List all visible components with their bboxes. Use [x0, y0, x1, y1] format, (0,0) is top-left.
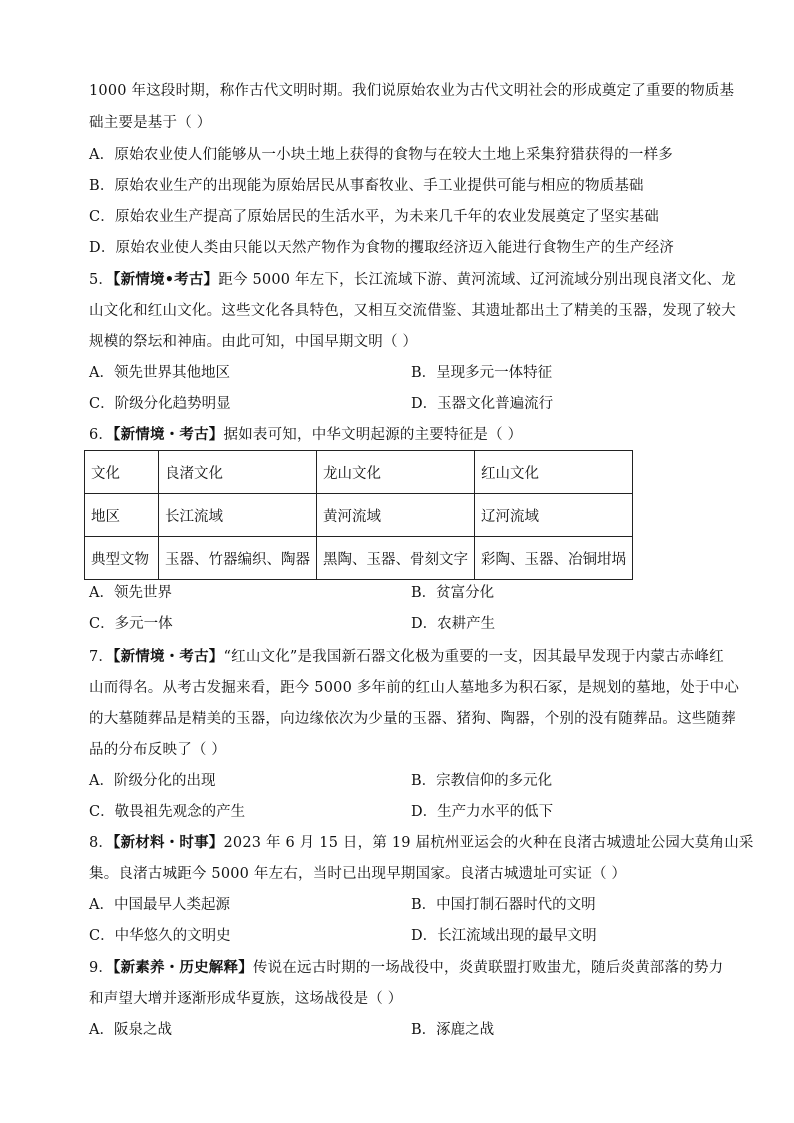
q6-number: 6． [89, 427, 114, 443]
q8-stem-line2: 集。良渚古城距今 5000 年左右，当时已出现早期国家。良渚古城遗址可实证（ ） [89, 866, 627, 882]
q9-stem-text: 传说在远古时期的一场战役中，炎黄联盟打败蚩尤，随后炎黄部落的势力 [252, 960, 724, 976]
q4-stem-line1: 1000 年这段时期，称作古代文明时期。我们说原始农业为古代文明社会的形成奠定了重要的物质基 [89, 83, 735, 99]
q7-stem-line2: 山而得名。从考古发掘来看，距今 5000 多年前的红山人墓地多为积石冢，是规划的墓地，处于中心 [89, 680, 740, 696]
culture-table [84, 450, 633, 580]
q7-option-d: D．生产力水平的低下 [411, 804, 554, 820]
q8-option-a: A．中国最早人类起源 [89, 897, 230, 913]
table-cell: 玉器、竹器编织、陶器 [159, 537, 317, 580]
q5-stem-line1 [89, 270, 736, 290]
q7-option-a: A．阶级分化的出现 [89, 773, 216, 789]
q4-option-d: D．原始农业使人类由只能以天然产物作为食物的攫取经济迈入能进行食物生产的生产经济 [89, 240, 675, 256]
q5-stem-line3: 规模的祭坛和神庙。由此可知，中国早期文明（ ） [89, 334, 418, 350]
q7-stem-line4: 品的分布反映了（ ） [89, 742, 227, 758]
q5-stem-text: 距今 5000 年左下，长江流域下游、黄河流域、辽河流域分别出现良渚文化、龙 [218, 272, 736, 288]
q8-option-c: C．中华悠久的文明史 [89, 928, 231, 944]
q5-stem-line2: 山文化和红山文化。这些文化各具特色，又相互交流借鉴、其遗址都出土了精美的玉器，发现了较大 [89, 303, 736, 319]
q7-stem-line1 [89, 647, 724, 667]
q9-option-b: B．涿鹿之战 [411, 1022, 495, 1038]
q6-option-d: D．农耕产生 [411, 616, 496, 632]
q6-option-b: B．贫富分化 [411, 585, 495, 601]
table-cell: 良渚文化 [159, 451, 317, 494]
table-row [85, 537, 633, 580]
table-cell: 红山文化 [475, 451, 633, 494]
table-cell: 典型文物 [85, 537, 159, 580]
table-cell: 彩陶、玉器、冶铜坩埚 [475, 537, 633, 580]
q8-tag: 【新材料・时事】 [113, 834, 224, 851]
table-cell: 辽河流域 [475, 494, 633, 537]
q8-option-b: B．中国打制石器时代的文明 [411, 897, 596, 913]
q8-stem-text: 2023 年 6 月 15 日，第 19 届杭州亚运会的火种在良渚古城遗址公园大莫角山采 [223, 835, 754, 851]
table-cell: 黑陶、玉器、骨刻文字 [317, 537, 475, 580]
table-row [85, 494, 633, 537]
q9-stem-line2: 和声望大增并逐渐形成华夏族，这场战役是（ ） [89, 991, 403, 1007]
q6-tag: 【新情境・考古】 [113, 426, 224, 443]
q5-option-a: A．领先世界其他地区 [89, 365, 230, 381]
table-cell: 龙山文化 [317, 451, 475, 494]
q7-stem-line3: 的大墓随葬品是精美的玉器，向边缘依次为少量的玉器、猪狗、陶器，个别的没有随葬品。这些随葬 [89, 711, 736, 727]
q8-stem-line1 [89, 833, 754, 853]
q5-number: 5． [89, 272, 114, 288]
table-cell: 地区 [85, 494, 159, 537]
q7-stem-text: “红山文化”是我国新石器文化极为重要的一支，因其最早发现于内蒙古赤峰红 [223, 649, 724, 665]
table-cell: 文化 [85, 451, 159, 494]
q6-option-c: C．多元一体 [89, 616, 173, 632]
q9-tag: 【新素养・历史解释】 [113, 959, 253, 976]
q6-option-a: A．领先世界 [89, 585, 172, 601]
q5-option-b: B．呈现多元一体特征 [411, 365, 553, 381]
table-cell: 黄河流域 [317, 494, 475, 537]
q6-stem-text: 据如表可知，中华文明起源的主要特征是（ ） [223, 427, 523, 443]
q9-option-a: A．阪泉之战 [89, 1022, 172, 1038]
table-row [85, 451, 633, 494]
q7-option-c: C．敬畏祖先观念的产生 [89, 804, 246, 820]
q5-option-c: C．阶级分化趋势明显 [89, 396, 231, 412]
q7-option-b: B．宗教信仰的多元化 [411, 773, 553, 789]
q8-number: 8． [89, 835, 114, 851]
q4-option-a: A．原始农业使人们能够从一小块土地上获得的食物与在较大土地上采集狩猎获得的一样多 [89, 147, 673, 163]
q4-stem-line2: 础主要是基于（ ） [89, 115, 212, 131]
q5-option-d: D．玉器文化普遍流行 [411, 396, 554, 412]
q8-option-d: D．长江流域出现的最早文明 [411, 928, 597, 944]
q4-option-c: C．原始农业生产提高了原始居民的生活水平，为未来几千年的农业发展奠定了坚实基础 [89, 209, 659, 225]
q4-option-b: B．原始农业生产的出现能为原始居民从事畜牧业、手工业提供可能与相应的物质基础 [89, 178, 644, 194]
q7-tag: 【新情境・考古】 [113, 648, 224, 665]
q5-tag: 【新情境•考古】 [113, 271, 219, 288]
q9-stem-line1 [89, 958, 724, 978]
q9-number: 9． [89, 960, 114, 976]
q7-number: 7． [89, 649, 114, 665]
q6-stem [89, 425, 709, 445]
table-cell: 长江流域 [159, 494, 317, 537]
